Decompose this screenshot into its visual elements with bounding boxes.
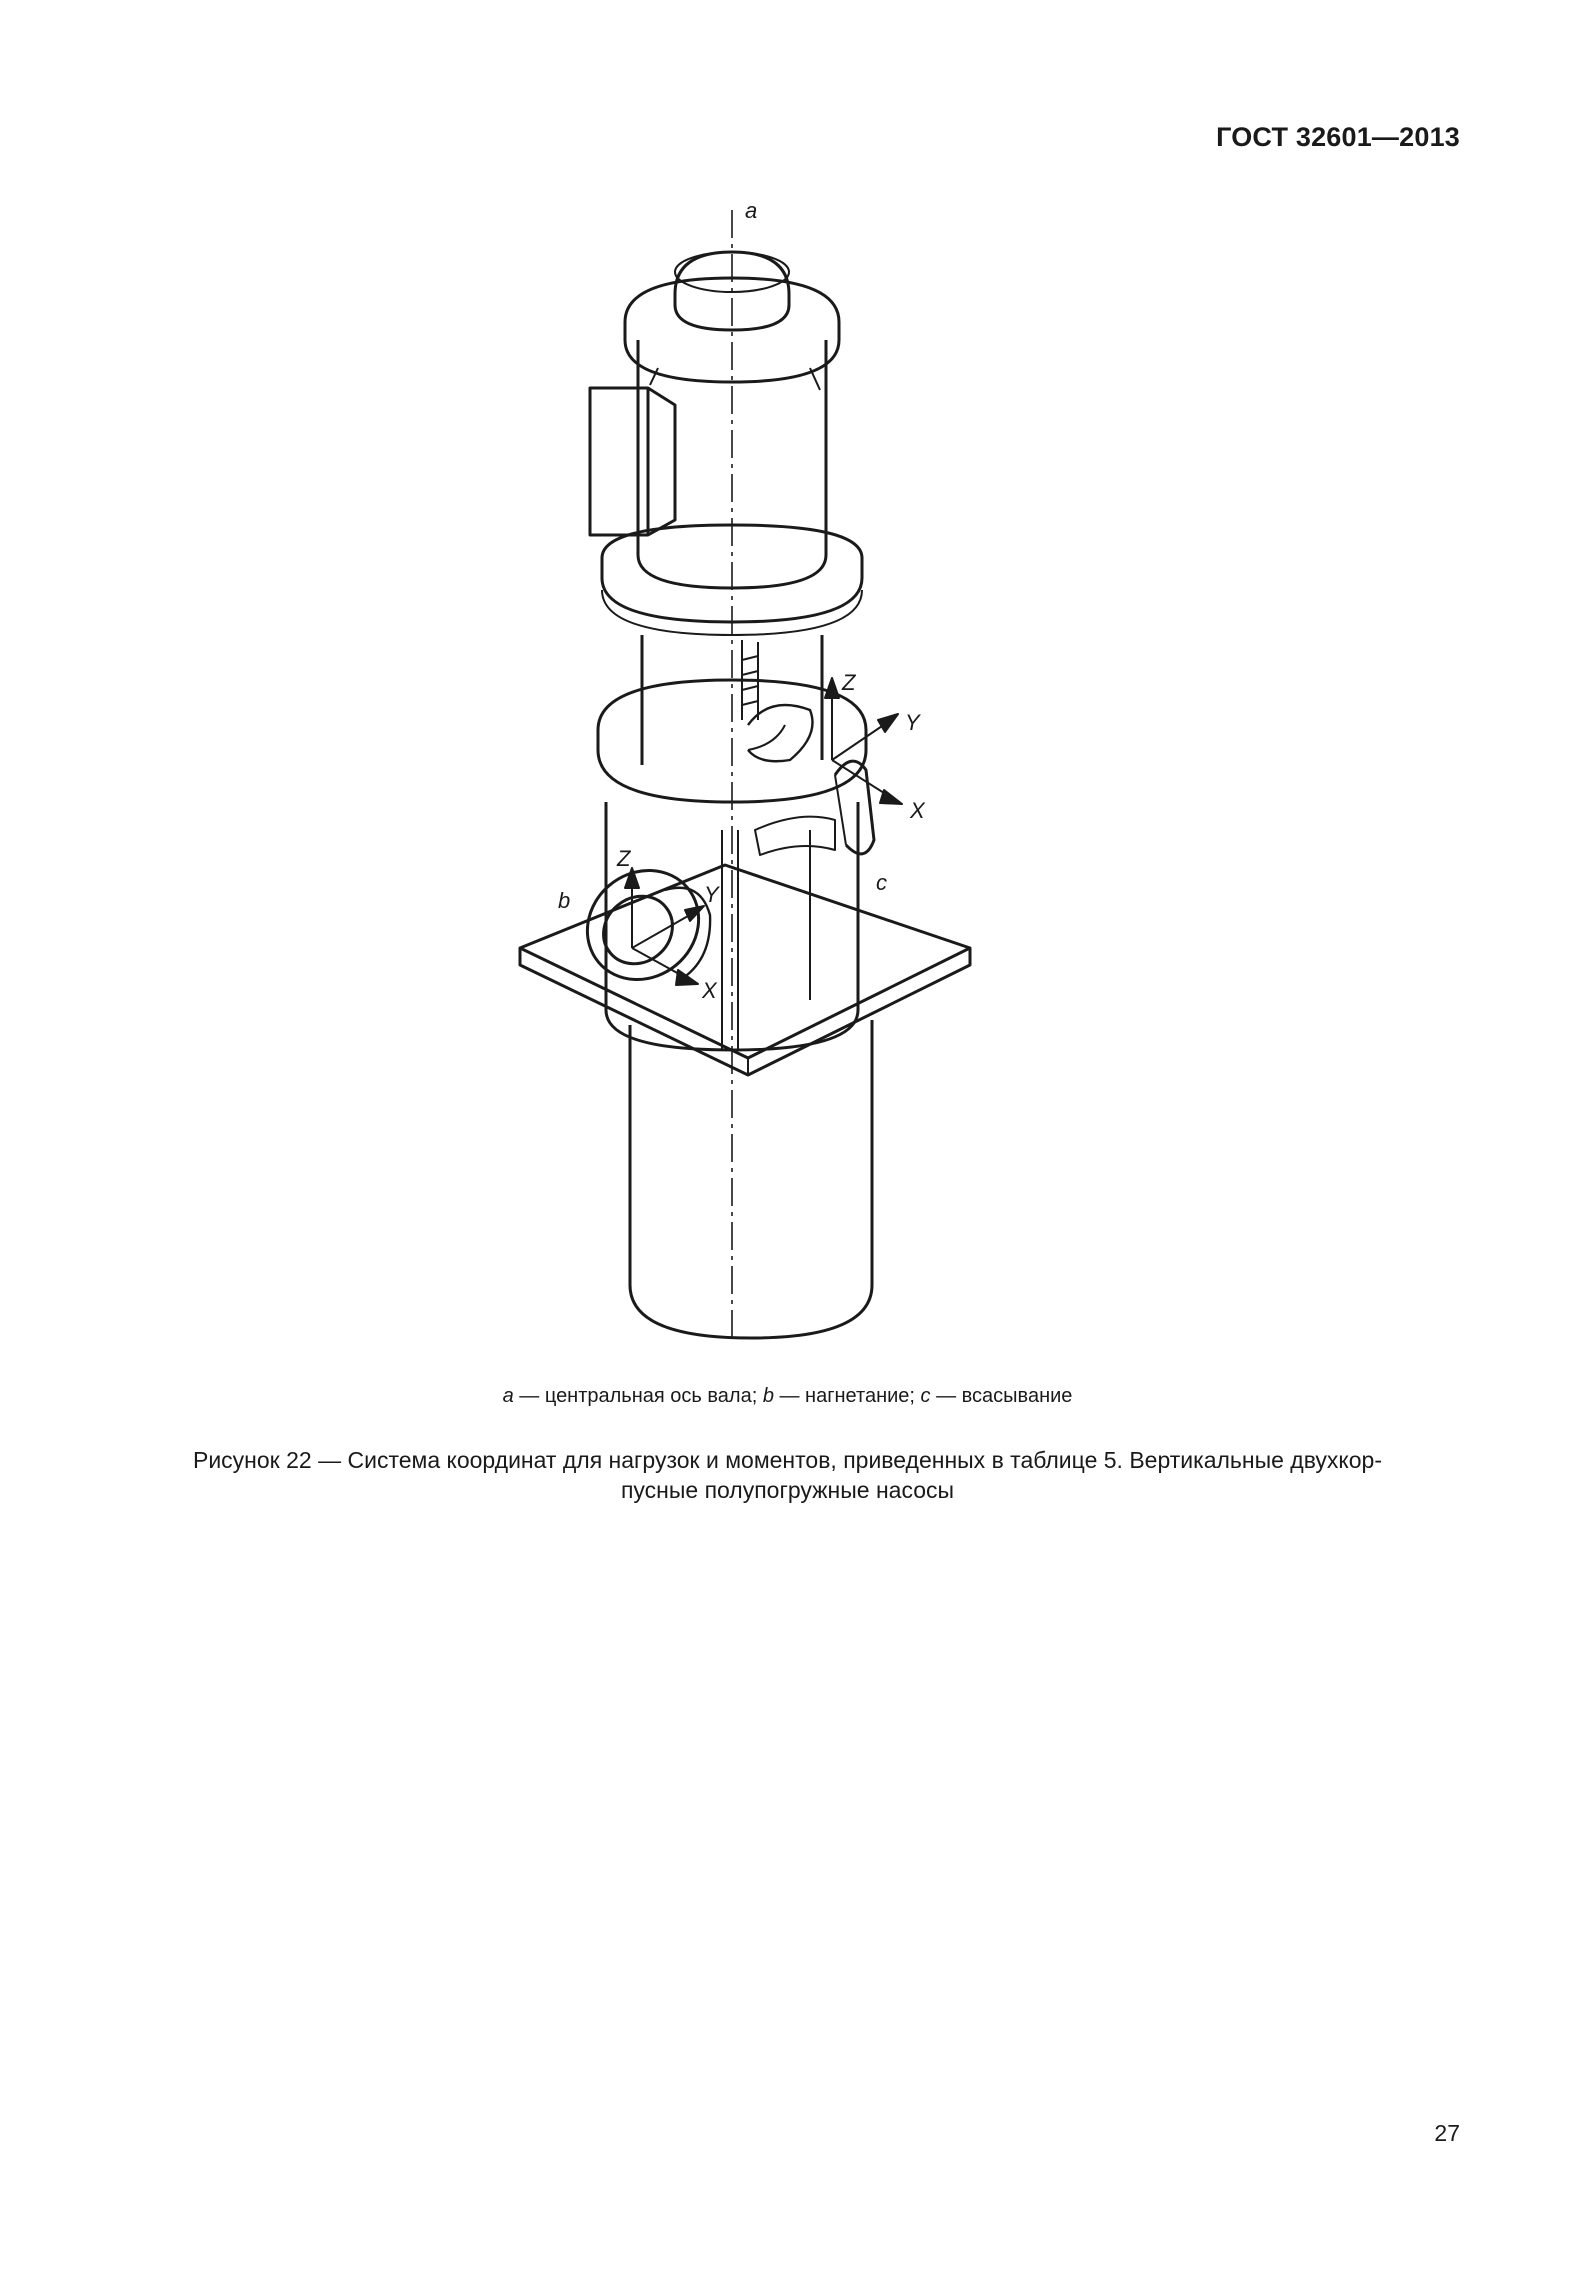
legend-key-b: b [762, 1385, 774, 1407]
barrel [630, 1020, 872, 1285]
figure-legend [0, 1385, 1575, 1408]
label-x-discharge: X [702, 978, 717, 1003]
document-header: ГОСТ 32601—2013 [1216, 122, 1460, 152]
legend-text-b: — нагнетание; [773, 1385, 921, 1407]
label-x-suction: X [910, 798, 925, 823]
label-b: b [558, 888, 571, 913]
label-c: c [876, 870, 887, 895]
caption-line-2: пусные полупогружные насосы [620, 1477, 955, 1503]
legend-key-a: a [502, 1385, 514, 1407]
label-z-discharge: Z [617, 846, 631, 871]
legend-text-c: — всасывание [930, 1385, 1073, 1407]
label-y-suction: Y [905, 710, 920, 735]
terminal-box [590, 388, 675, 535]
legend-key-c: c [920, 1385, 931, 1407]
pump-figure [480, 190, 1080, 1360]
discharge-axes [625, 868, 704, 985]
base-plate [520, 865, 970, 1058]
discharge-nozzle [565, 848, 721, 1002]
caption-line-1: Рисунок 22 — Система координат для нагрузок и моментов, приведенных в таблице 5. Вертикальные двухкор- [192, 1447, 1382, 1473]
label-a: a [745, 198, 758, 223]
label-y-discharge: Y [704, 882, 719, 907]
page-number: 27 [1434, 2120, 1460, 2146]
pump-drawing [480, 190, 1080, 1360]
legend-text-a: — центральная ось вала; [513, 1385, 763, 1407]
label-z-suction: Z [842, 670, 856, 695]
figure-caption [130, 1445, 1445, 1505]
